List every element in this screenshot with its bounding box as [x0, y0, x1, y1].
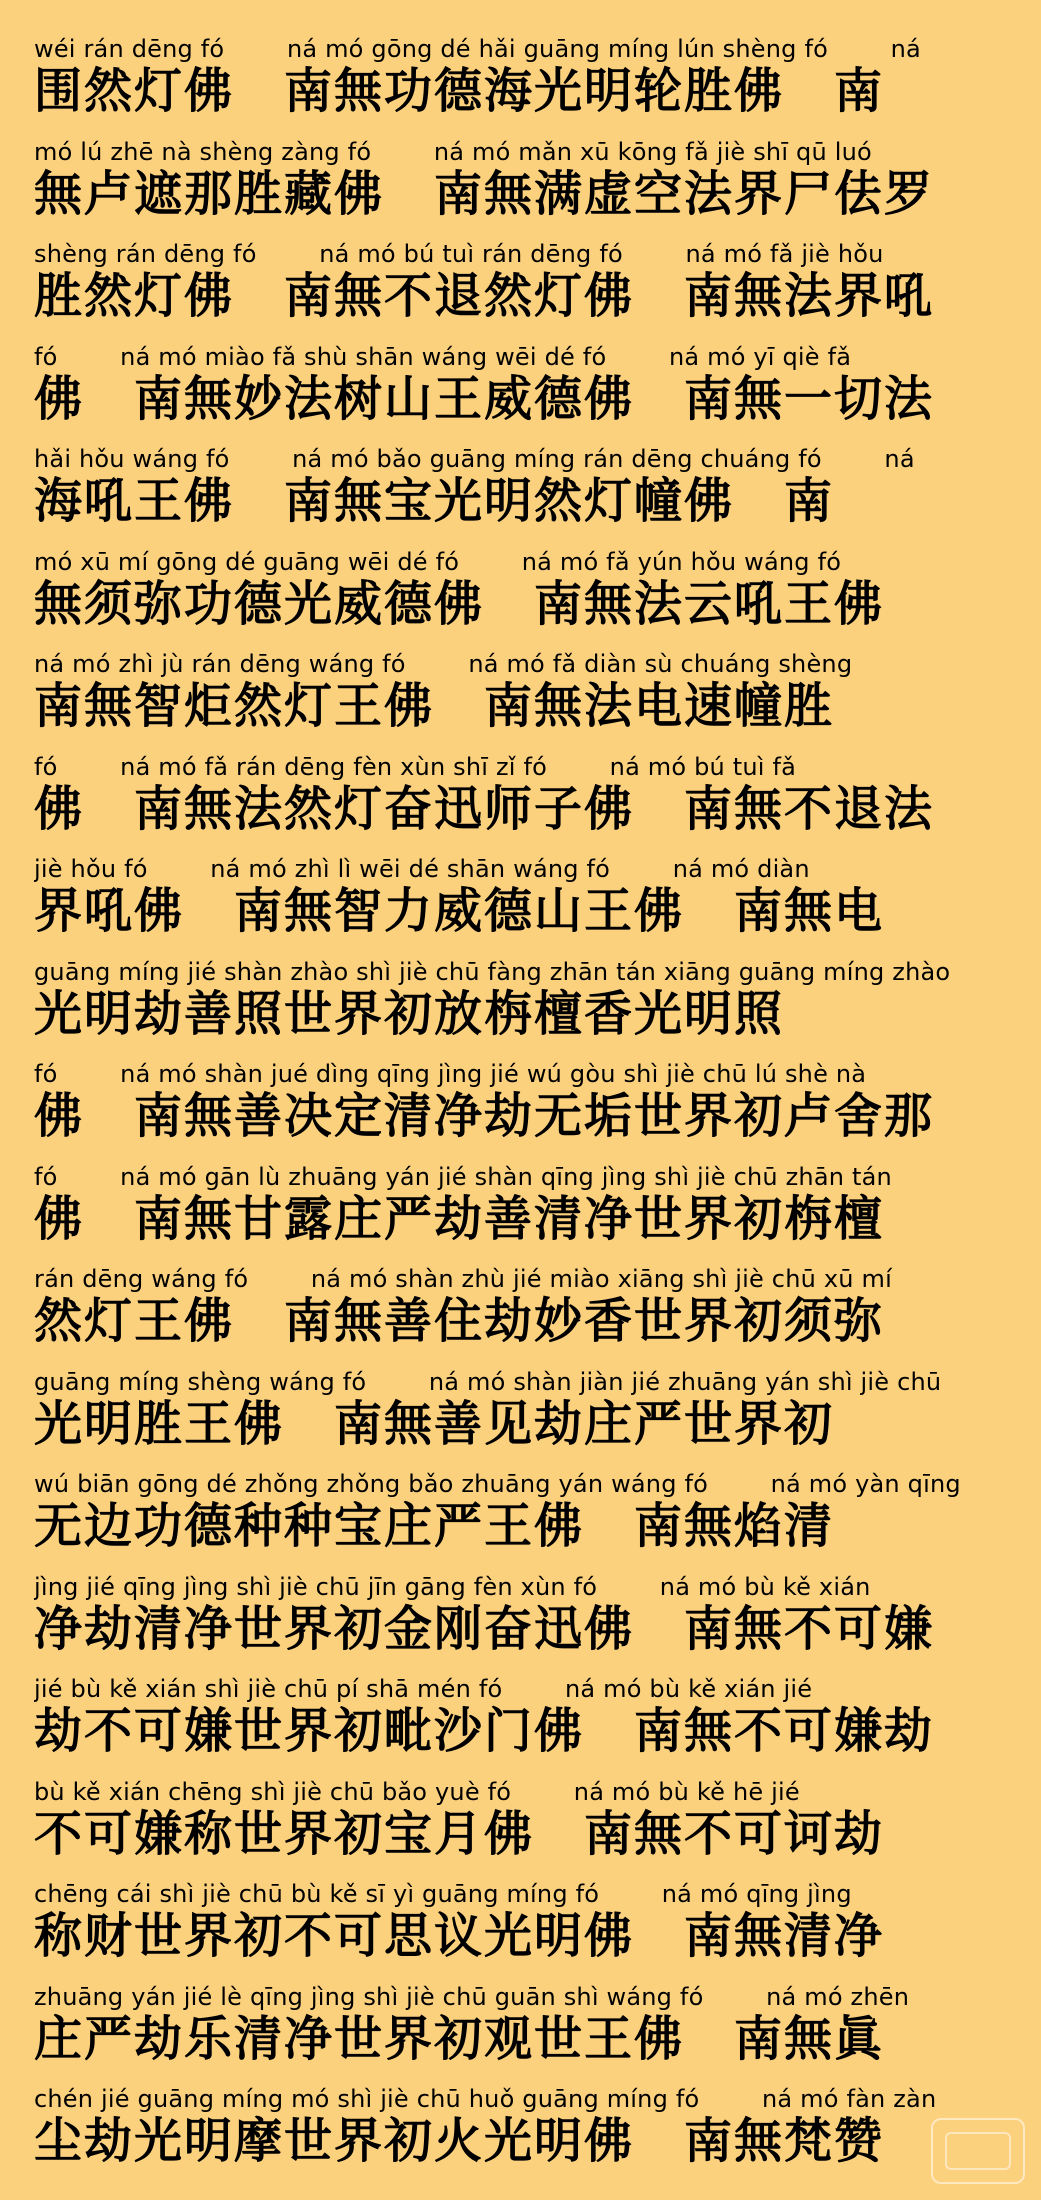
hanzi-text: 無卢遮那胜藏佛 南無满虚空法界尸佉罗 — [34, 166, 935, 222]
hanzi-text: 劫不可嫌世界初毗沙门佛 南無不可嫌劫 — [34, 1704, 935, 1759]
pinyin-text: shèng rán dēng fó ná mó bú tuì rán dēng fó ná mó fǎ jiè hǒu — [34, 240, 884, 268]
scripture-line — [34, 1879, 1007, 1982]
scripture-line — [34, 1982, 1007, 2085]
pinyin-text: fó ná mó shàn jué dìng qīng jìng jié wú gòu shì jiè chū lú shè nà — [34, 1060, 867, 1088]
hanzi-text: 不可嫌称世界初宝月佛 南無不可诃劫 — [34, 1806, 885, 1862]
scripture-line — [34, 547, 1007, 650]
pinyin-text: mó xū mí gōng dé guāng wēi dé fó ná mó fǎ yún hǒu wáng fó — [34, 547, 842, 576]
pinyin-text: guāng míng jié shàn zhào shì jiè chū fàng zhān tán xiāng guāng míng zhào — [34, 957, 951, 986]
pinyin-text: chēng cái shì jiè chū bù kě sī yì guāng míng fó ná mó qīng jìng — [34, 1880, 852, 1908]
scripture-line — [34, 1674, 1007, 1777]
pinyin-text: fó ná mó gān lù zhuāng yán jié shàn qīng jìng shì jiè chū zhān tán — [34, 1162, 892, 1191]
scripture-line — [34, 752, 1007, 855]
scripture-line — [34, 342, 1007, 445]
scripture-line — [34, 1572, 1007, 1675]
hanzi-text: 称财世界初不可思议光明佛 南無清净 — [34, 1909, 885, 1964]
hanzi-text: 無须弥功德光威德佛 南無法云吼王佛 — [34, 576, 885, 632]
pinyin-text: jiè hǒu fó ná mó zhì lì wēi dé shān wáng fó ná mó diàn — [34, 855, 810, 883]
hanzi-text: 尘劫光明摩世界初火光明佛 南無梵赞 — [34, 2114, 885, 2169]
pinyin-text: hǎi hǒu wáng fó ná mó bǎo guāng míng rán dēng chuáng fó ná — [34, 445, 915, 473]
pinyin-text: chén jié guāng míng mó shì jiè chū huǒ guāng míng fó ná mó fàn zàn — [34, 2085, 937, 2113]
pinyin-text: fó ná mó miào fǎ shù shān wáng wēi dé fó ná mó yī qiè fǎ — [34, 342, 852, 371]
hanzi-text: 庄严劫乐清净世界初观世王佛 南無眞 — [34, 2011, 885, 2067]
scripture-line — [34, 1059, 1007, 1162]
scripture-line — [34, 1777, 1007, 1880]
hanzi-text: 然灯王佛 南無善住劫妙香世界初须弥 — [34, 1294, 885, 1349]
scripture-line — [34, 34, 1007, 137]
hanzi-text: 围然灯佛 南無功德海光明轮胜佛 南 — [34, 64, 885, 119]
hanzi-text: 光明胜王佛 南無善见劫庄严世界初 — [34, 1396, 835, 1452]
scripture-line — [34, 957, 1007, 1060]
scripture-line — [34, 137, 1007, 240]
hanzi-text: 佛 南無妙法树山王威德佛 南無一切法 — [34, 371, 935, 427]
scripture-line — [34, 2084, 1007, 2187]
scripture-line — [34, 444, 1007, 547]
pinyin-text: zhuāng yán jié lè qīng jìng shì jiè chū guān shì wáng fó ná mó zhēn — [34, 1982, 910, 2011]
scripture-line — [34, 1367, 1007, 1470]
pinyin-text: guāng míng shèng wáng fó ná mó shàn jiàn jié zhuāng yán shì jiè chū — [34, 1367, 942, 1396]
hanzi-text: 海吼王佛 南無宝光明然灯幢佛 南 — [34, 474, 835, 529]
pinyin-text: rán dēng wáng fó ná mó shàn zhù jié miào xiāng shì jiè chū xū mí — [34, 1265, 892, 1293]
hanzi-text: 南無智炬然灯王佛 南無法电速幢胜 — [34, 679, 835, 734]
hanzi-text: 佛 南無善决定清净劫无垢世界初卢舍那 — [34, 1089, 935, 1144]
scripture-lines — [34, 34, 1007, 2187]
pinyin-text: wéi rán dēng fó ná mó gōng dé hǎi guāng míng lún shèng fó ná — [34, 35, 921, 63]
scripture-line — [34, 854, 1007, 957]
pinyin-text: mó lú zhē nà shèng zàng fó ná mó mǎn xū kōng fǎ jiè shī qū luó — [34, 137, 872, 166]
scripture-line — [34, 239, 1007, 342]
watermark-seal-icon — [931, 2118, 1025, 2184]
hanzi-text: 胜然灯佛 南無不退然灯佛 南無法界吼 — [34, 269, 935, 324]
hanzi-text: 无边功德种种宝庄严王佛 南無焰清 — [34, 1499, 835, 1554]
hanzi-text: 佛 南無法然灯奋迅师子佛 南無不退法 — [34, 781, 935, 837]
hanzi-text: 净劫清净世界初金刚奋迅佛 南無不可嫌 — [34, 1601, 935, 1657]
pinyin-text: wú biān gōng dé zhǒng zhǒng bǎo zhuāng yán wáng fó ná mó yàn qīng — [34, 1470, 961, 1498]
pinyin-text: jìng jié qīng jìng shì jiè chū jīn gāng fèn xùn fó ná mó bù kě xián — [34, 1572, 871, 1601]
scripture-line — [34, 1162, 1007, 1265]
scripture-line — [34, 649, 1007, 752]
hanzi-text: 佛 南無甘露庄严劫善清净世界初栴檀 — [34, 1191, 885, 1247]
pinyin-text: ná mó zhì jù rán dēng wáng fó ná mó fǎ diàn sù chuáng shèng — [34, 650, 853, 678]
pinyin-text: fó ná mó fǎ rán dēng fèn xùn shī zǐ fó ná mó bú tuì fǎ — [34, 752, 797, 781]
pinyin-text: bù kě xián chēng shì jiè chū bǎo yuè fó ná mó bù kě hē jié — [34, 1777, 800, 1806]
scripture-line — [34, 1469, 1007, 1572]
hanzi-text: 光明劫善照世界初放栴檀香光明照 — [34, 986, 785, 1042]
scripture-line — [34, 1264, 1007, 1367]
pinyin-text: jié bù kě xián shì jiè chū pí shā mén fó ná mó bù kě xián jié — [34, 1675, 813, 1703]
hanzi-text: 界吼佛 南無智力威德山王佛 南無电 — [34, 884, 885, 939]
